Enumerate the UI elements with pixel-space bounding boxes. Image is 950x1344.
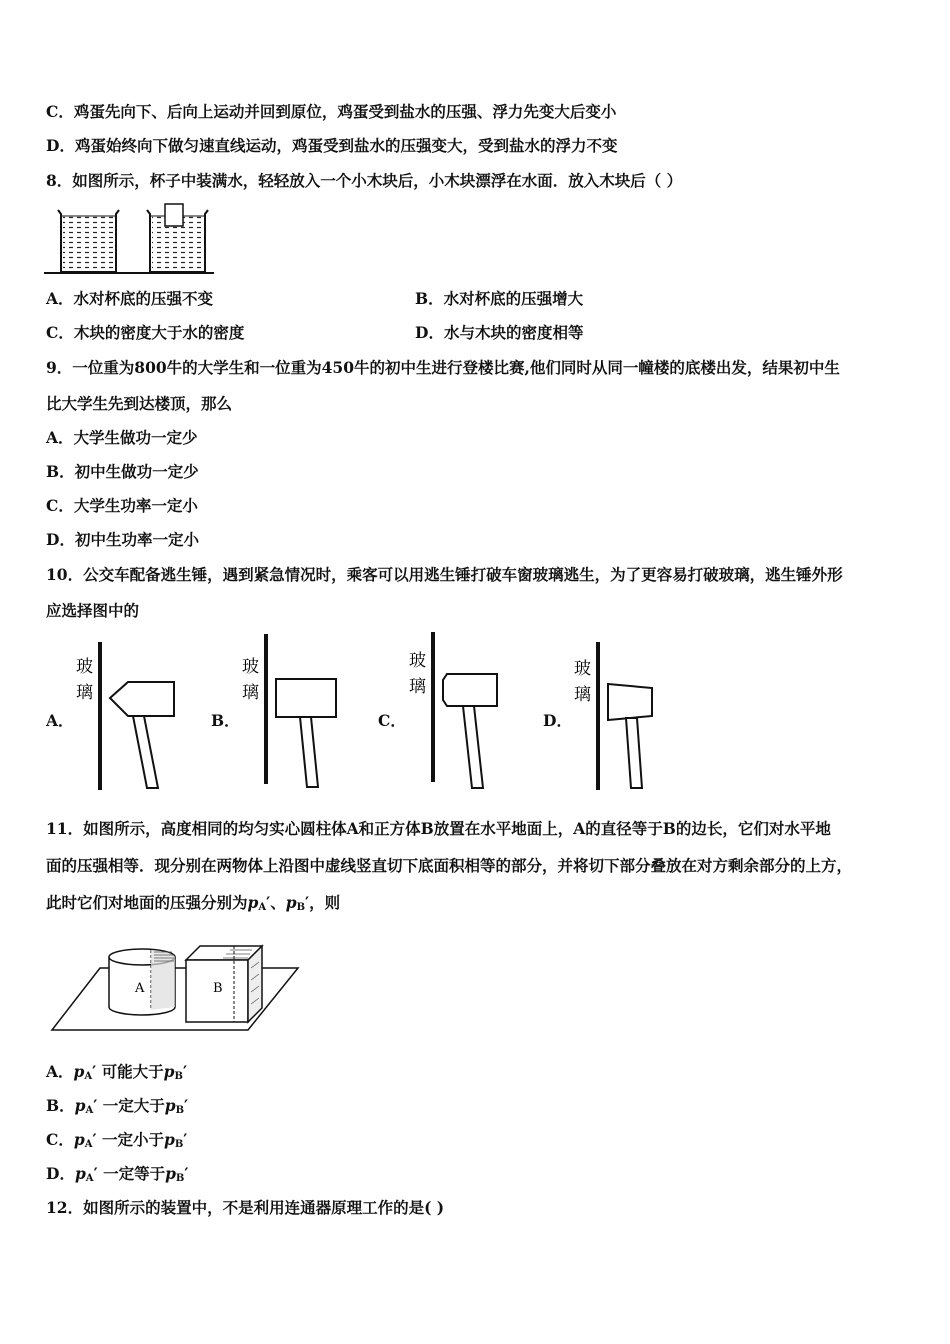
- q9-stem-line1: 9．一位重为800牛的大学生和一位重为450牛的初中生进行登楼比赛,他们同时从同一幢楼的底楼出发，结果初中生: [46, 358, 840, 377]
- q11-option-c: C．$p_A'$ 一定小于$p_B'$: [46, 1130, 188, 1150]
- cup-with-block: [147, 204, 208, 272]
- hammer-handle: [300, 717, 318, 787]
- glass-pane: [596, 642, 600, 790]
- q9-option-b: B．初中生做功一定少: [46, 462, 199, 481]
- hammer-d-figure: [568, 640, 678, 795]
- q10-label-d: D．: [543, 711, 572, 730]
- q8-cups-figure: [44, 200, 216, 278]
- glass-pane: [264, 634, 268, 784]
- q12-stem: 12．如图所示的装置中，不是利用连通器原理工作的是( ): [46, 1198, 445, 1217]
- label-a: A: [135, 981, 145, 996]
- q11-objects-figure: [48, 940, 303, 1035]
- glass-char-1: 玻: [409, 651, 426, 671]
- hammer-handle: [133, 716, 158, 788]
- q11-stem-line2: 面的压强相等．现分别在两物体上沿图中虚线竖直切下底面积相等的部分，并将切下部分叠放在对方剩余部分的上方，: [46, 856, 853, 875]
- hammer-head-rounded: [443, 674, 497, 706]
- q8-option-c: C．木块的密度大于水的密度: [46, 323, 245, 342]
- q10-label-a: A．: [46, 711, 74, 730]
- q11-option-b: B．$p_A'$ 一定大于$p_B'$: [46, 1096, 189, 1116]
- glass-char-2: 璃: [409, 677, 426, 697]
- glass-char-2: 璃: [76, 683, 93, 703]
- q11-option-d: D．$p_A'$ 一定等于$p_B'$: [46, 1164, 189, 1184]
- cube-b: [186, 946, 262, 1022]
- hammer-head-wedge: [608, 684, 652, 720]
- q10-label-b: B．: [211, 711, 240, 730]
- q9-option-c: C．大学生功率一定小: [46, 496, 198, 515]
- hammer-handle: [463, 706, 483, 788]
- hammer-head-flat: [276, 679, 336, 717]
- q9-option-d: D．初中生功率一定小: [46, 530, 199, 549]
- glass-char-2: 璃: [574, 685, 591, 705]
- q10-stem-line1: 10．公交车配备逃生锤，遇到紧急情况时，乘客可以用逃生锤打破车窗玻璃逃生，为了更容易打破玻璃，逃生锤外形: [46, 565, 843, 584]
- hammer-b-figure: [236, 632, 346, 792]
- wood-block: [165, 204, 183, 226]
- glass-pane: [431, 632, 435, 782]
- glass-pane: [98, 642, 102, 790]
- q7-option-c: C．鸡蛋先向下、后向上运动并回到原位，鸡蛋受到盐水的压强、浮力先变大后变小: [46, 102, 617, 121]
- q8-option-a: A．水对杯底的压强不变: [46, 289, 214, 308]
- q11-stem-line1: 11．如图所示，高度相同的均匀实心圆柱体A和正方体B放置在水平地面上，A的直径等于B的边长，它们对水平地: [46, 819, 831, 838]
- glass-char-1: 玻: [242, 657, 259, 677]
- q9-option-a: A．大学生做功一定少: [46, 428, 198, 447]
- q8-stem: 8．如图所示，杯子中装满水，轻轻放入一个小木块后，小木块漂浮在水面．放入木块后（ ）: [46, 171, 683, 190]
- q10-stem-line2: 应选择图中的: [46, 601, 140, 620]
- hammer-c-figure: [403, 630, 513, 795]
- q8-option-d: D．水与木块的密度相等: [415, 323, 584, 342]
- q11-option-a: A．$p_A'$ 可能大于$p_B'$: [46, 1062, 188, 1082]
- hammer-handle: [626, 718, 642, 788]
- cylinder-a: [109, 949, 175, 1015]
- label-b: B: [213, 981, 223, 996]
- q7-option-d: D．鸡蛋始终向下做匀速直线运动，鸡蛋受到盐水的压强变大，受到盐水的浮力不变: [46, 136, 618, 155]
- hammer-head-pointed: [110, 682, 174, 716]
- q9-stem-line2: 比大学生先到达楼顶，那么: [46, 394, 233, 413]
- q10-label-c: C．: [378, 711, 406, 730]
- glass-char-1: 玻: [574, 659, 591, 679]
- glass-char-2: 璃: [242, 683, 259, 703]
- hammer-a-figure: [70, 640, 180, 795]
- q8-option-b: B．水对杯底的压强增大: [415, 289, 584, 308]
- glass-char-1: 玻: [76, 657, 93, 677]
- cup-before: [58, 210, 119, 272]
- q11-stem-line3: 此时它们对地面的压强分别为$p_A'$、$p_B'$，则: [46, 893, 341, 913]
